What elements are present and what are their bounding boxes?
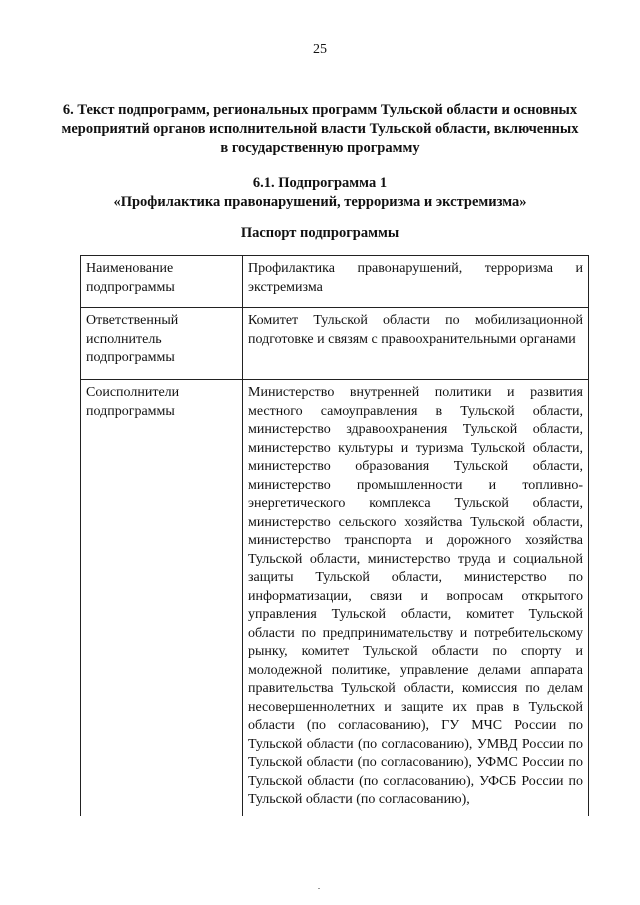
row-label: Ответственный исполнитель подпрограммы xyxy=(81,308,243,380)
table-row xyxy=(81,256,589,308)
row-label: Соисполнители подпрограммы xyxy=(81,380,243,816)
passport-title: Паспорт подпрограммы xyxy=(240,225,400,241)
section-title: 6. Текст подпрограмм, региональных программ Тульской области и основных мероприятий органов исполнительной власти Тульской области, включенных в государственную программу xyxy=(61,102,579,156)
row-label: Наименование подпрограммы xyxy=(81,256,243,308)
table-row xyxy=(81,308,589,380)
subprogram-heading xyxy=(60,174,580,212)
row-value: Комитет Тульской области по мобилизационной подготовке и связям с правоохранительными органами xyxy=(243,308,589,380)
page-number: 25 xyxy=(313,42,327,57)
row-value: Министерство внутренней политики и развития местного самоуправления в Тульской области, министерство здравоохранения Тульской области, министерство культуры и туризма Тульской области, министерство образования Тульской области, министерство промышленности и топливно-энергетического комплекса Тульской области, министерство сельского хозяйства Тульской области, министерство транспорта и дорожного хозяйства Тульской области, министерство труда и социальной защиты Тульской области, министерство по информатизации, связи и вопросам открытого управления Тульской области, комитет Тульской области по предпринимательству и потребительскому рынку, комитет Тульской области по спорту и молодежной политике, управление делами аппарата правительства Тульской области, комиссия по делам несовершеннолетних и защите их прав в Тульской области (по согласованию), ГУ МЧС России по Тульской области (по согласованию), УМВД России по Тульской области (по согласованию), УФМС России по Тульской области (по согласованию), УФСБ России по Тульской области (по согласованию), xyxy=(243,380,589,816)
subprogram-number: 6.1. Подпрограмма 1 xyxy=(252,175,388,191)
table-row xyxy=(81,380,589,816)
passport-table xyxy=(80,255,589,816)
row-value: Профилактика правонарушений, терроризма и экстремизма xyxy=(243,256,589,308)
scan-mark xyxy=(318,888,320,889)
subprogram-name: «Профилактика правонарушений, терроризма и экстремизма» xyxy=(113,194,527,210)
